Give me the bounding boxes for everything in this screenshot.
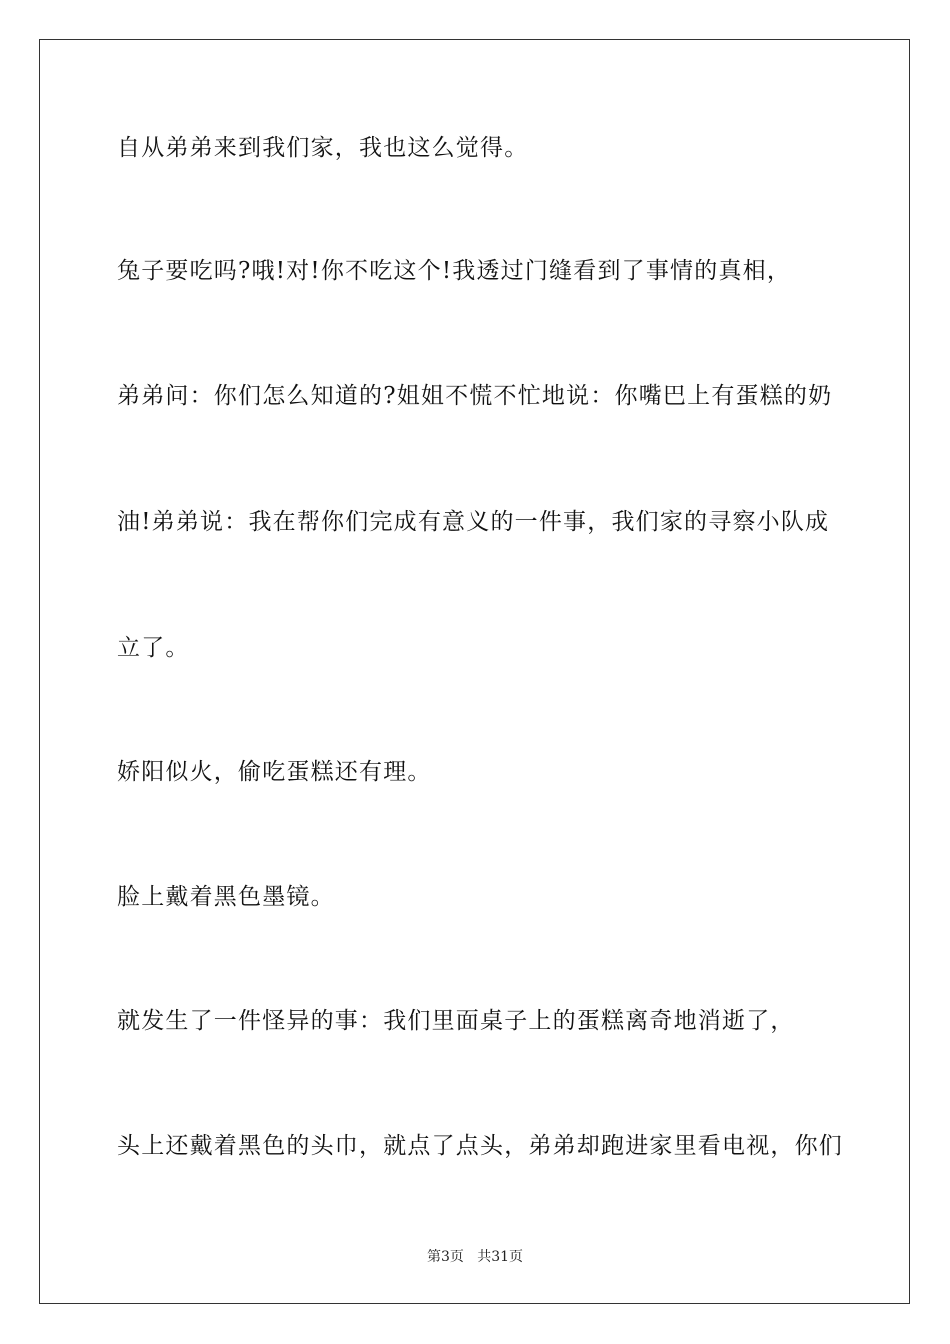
page-number-footer: 第3页 共31页 bbox=[426, 1249, 524, 1265]
text-line-5: 立了。 bbox=[117, 635, 190, 661]
text-line-6: 娇阳似火，偷吃蛋糕还有理。 bbox=[117, 759, 432, 785]
text-line-9: 头上还戴着黑色的头巾，就点了点头，弟弟却跑进家里看电视，你们 bbox=[117, 1133, 843, 1159]
text-line-7: 脸上戴着黑色墨镜。 bbox=[117, 884, 335, 910]
text-line-8: 就发生了一件怪异的事：我们里面桌子上的蛋糕离奇地消逝了， bbox=[117, 1008, 795, 1034]
page-border bbox=[39, 39, 910, 1304]
text-line-1: 自从弟弟来到我们家，我也这么觉得。 bbox=[117, 135, 529, 161]
text-line-4: 油!弟弟说：我在帮你们完成有意义的一件事，我们家的寻察小队成 bbox=[117, 509, 830, 535]
text-line-2: 兔子要吃吗?哦!对!你不吃这个!我透过门缝看到了事情的真相， bbox=[117, 258, 792, 284]
text-line-3: 弟弟问：你们怎么知道的?姐姐不慌不忙地说：你嘴巴上有蛋糕的奶 bbox=[117, 383, 833, 409]
